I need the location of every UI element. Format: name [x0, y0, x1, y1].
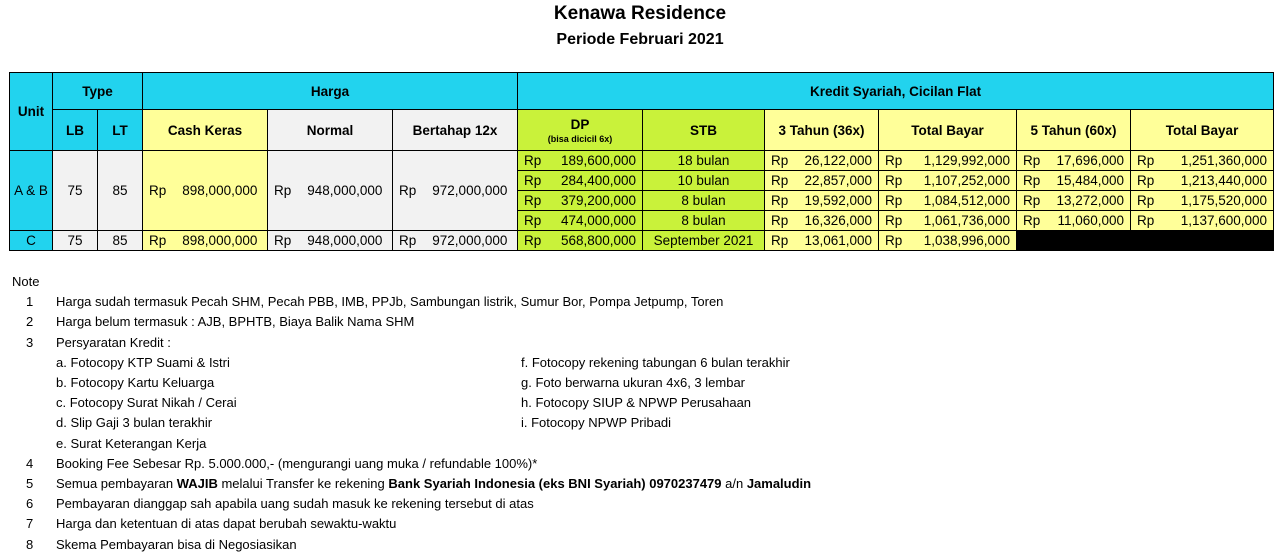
value: 15,484,000 [1056, 173, 1125, 188]
note-text: Harga sudah termasuk Pecah SHM, Pecah PBB, IMB, PPJb, Sambungan listrik, Sumur Bor, Pompa Jetpump, Toren [56, 294, 724, 310]
currency-label: Rp [771, 153, 789, 168]
value: 19,592,000 [804, 193, 873, 208]
unit-ab-normal [268, 151, 393, 231]
header-lb: LB [53, 110, 98, 151]
table-row [10, 231, 1274, 251]
currency-label: Rp [1023, 153, 1041, 168]
header-5-tahun: 5 Tahun (60x) [1017, 110, 1131, 151]
note-number: 4 [26, 455, 34, 471]
c36-cell [765, 211, 879, 231]
value: 898,000,000 [182, 183, 258, 198]
value: 26,122,000 [804, 153, 873, 168]
note-text [56, 474, 811, 494]
requirement-item: h. Fotocopy SIUP & NPWP Perusahaan [521, 395, 752, 411]
currency-label: Rp [885, 233, 903, 248]
value: 11,060,000 [1057, 213, 1125, 228]
currency-label: Rp [149, 233, 167, 248]
stb-cell: 8 bulan [643, 191, 765, 211]
currency-label: Rp [524, 193, 542, 208]
t36-cell [879, 191, 1017, 211]
page-subtitle: Periode Februari 2021 [556, 31, 724, 48]
value: 17,696,000 [1056, 153, 1125, 168]
value: 189,600,000 [560, 153, 637, 168]
t60-cell [1131, 211, 1274, 231]
header-total-bayar-1: Total Bayar [879, 110, 1017, 151]
note-text-wajib: WAJIB [176, 476, 218, 492]
value: 1,251,360,000 [1180, 153, 1268, 168]
note-number: 7 [26, 516, 34, 532]
c60-cell [1017, 171, 1131, 191]
c36-cell [765, 151, 879, 171]
currency-label: Rp [771, 213, 789, 228]
header-normal: Normal [268, 110, 393, 151]
header-total-bayar-2: Total Bayar [1131, 110, 1274, 151]
value: 1,061,736,000 [923, 213, 1011, 228]
note-text-name: Jamaludin [746, 476, 812, 492]
value: 1,129,992,000 [923, 153, 1011, 168]
unit-ab-name: A & B [10, 151, 53, 231]
header-lt: LT [98, 110, 143, 151]
notes-section [12, 272, 811, 555]
value: 1,175,520,000 [1180, 193, 1268, 208]
value: 1,084,512,000 [923, 193, 1011, 208]
unit-c-normal [268, 231, 393, 251]
unit-c-bertahap [393, 231, 518, 251]
note-text: Booking Fee Sebesar Rp. 5.000.000,- (mengurangi uang muka / refundable 100%)* [56, 455, 538, 471]
note-text: Persyaratan Kredit : [56, 334, 171, 350]
t36-cell [879, 211, 1017, 231]
requirement-row [12, 393, 811, 413]
currency-label: Rp [274, 183, 292, 198]
currency-label: Rp [771, 193, 789, 208]
value: 1,137,600,000 [1180, 213, 1268, 228]
notes-label: Note [12, 274, 40, 289]
currency-label: Rp [1137, 213, 1155, 228]
requirement-row [12, 434, 811, 454]
requirement-item: c. Fotocopy Surat Nikah / Cerai [56, 395, 237, 411]
note-text: Harga dan ketentuan di atas dapat berubah sewaktu-waktu [56, 516, 397, 532]
note-number: 2 [26, 314, 34, 330]
unit-c-lb: 75 [53, 231, 98, 251]
t36-cell [879, 231, 1017, 251]
currency-label: Rp [524, 173, 542, 188]
c60-cell [1017, 211, 1131, 231]
currency-label: Rp [771, 173, 789, 188]
c36-cell [765, 231, 879, 251]
unit-c-name: C [10, 231, 53, 251]
t36-cell [879, 171, 1017, 191]
currency-label: Rp [1023, 213, 1041, 228]
note-item [12, 494, 811, 514]
c60-cell [1017, 191, 1131, 211]
note-item [12, 333, 811, 353]
empty-black-cell [1017, 231, 1274, 251]
unit-c-cash [143, 231, 268, 251]
unit-ab-cash [143, 151, 268, 231]
price-table [9, 72, 1274, 251]
note-number: 3 [26, 334, 34, 350]
header-dp-sub: (bisa dicicil 6x) [547, 133, 613, 144]
note-number: 5 [26, 476, 34, 492]
requirement-item: f. Fotocopy rekening tabungan 6 bulan terakhir [521, 354, 790, 370]
note-number: 1 [26, 294, 34, 310]
note-text-part: Semua pembayaran [56, 476, 177, 492]
requirement-item: d. Slip Gaji 3 bulan terakhir [56, 415, 213, 431]
currency-label: Rp [885, 193, 903, 208]
header-dp [518, 110, 643, 151]
currency-label: Rp [885, 213, 903, 228]
note-text-part: a/n [721, 476, 747, 492]
dp-cell [518, 211, 643, 231]
value: 898,000,000 [182, 233, 258, 248]
requirement-row [12, 373, 811, 393]
c36-cell [765, 191, 879, 211]
note-item [12, 454, 811, 474]
note-text: Pembayaran dianggap sah apabila uang sudah masuk ke rekening tersebut di atas [56, 496, 534, 512]
value: 972,000,000 [432, 233, 508, 248]
table-row [10, 151, 1274, 171]
requirement-item: a. Fotocopy KTP Suami & Istri [56, 354, 230, 370]
currency-label: Rp [149, 183, 167, 198]
note-item [12, 312, 811, 332]
note-item [12, 474, 811, 494]
note-text-part: melalui Transfer ke rekening [217, 476, 389, 492]
value: 972,000,000 [432, 183, 508, 198]
header-3-tahun: 3 Tahun (36x) [765, 110, 879, 151]
dp-cell [518, 231, 643, 251]
stb-cell: 8 bulan [643, 211, 765, 231]
header-bertahap: Bertahap 12x [393, 110, 518, 151]
header-type: Type [53, 73, 143, 110]
note-text: Skema Pembayaran bisa di Negosiasikan [56, 536, 297, 552]
currency-label: Rp [1137, 193, 1155, 208]
requirement-row [12, 353, 811, 373]
t60-cell [1131, 171, 1274, 191]
header-stb: STB [643, 110, 765, 151]
requirement-item: e. Surat Keterangan Kerja [56, 435, 207, 451]
header-kredit: Kredit Syariah, Cicilan Flat [518, 73, 1274, 110]
note-text: Harga belum termasuk : AJB, BPHTB, Biaya Balik Nama SHM [56, 314, 415, 330]
t36-cell [879, 151, 1017, 171]
t60-cell [1131, 151, 1274, 171]
value: 379,200,000 [560, 193, 637, 208]
currency-label: Rp [771, 233, 789, 248]
dp-cell [518, 151, 643, 171]
requirement-item: i. Fotocopy NPWP Pribadi [521, 415, 672, 431]
t60-cell [1131, 191, 1274, 211]
header-harga: Harga [143, 73, 518, 110]
value: 568,800,000 [560, 233, 637, 248]
value: 948,000,000 [307, 183, 383, 198]
currency-label: Rp [885, 153, 903, 168]
currency-label: Rp [524, 213, 542, 228]
requirement-item: g. Foto berwarna ukuran 4x6, 3 lembar [521, 375, 746, 391]
unit-ab-lb: 75 [53, 151, 98, 231]
unit-ab-lt: 85 [98, 151, 143, 231]
value: 13,272,000 [1056, 193, 1125, 208]
c60-cell [1017, 151, 1131, 171]
currency-label: Rp [524, 153, 542, 168]
value: 1,107,252,000 [923, 173, 1011, 188]
currency-label: Rp [1023, 193, 1041, 208]
currency-label: Rp [885, 173, 903, 188]
header-dp-label: DP [570, 116, 590, 132]
unit-ab-bertahap [393, 151, 518, 231]
currency-label: Rp [399, 183, 417, 198]
value: 1,038,996,000 [923, 233, 1011, 248]
stb-cell: 10 bulan [643, 171, 765, 191]
currency-label: Rp [1137, 173, 1155, 188]
unit-c-lt: 85 [98, 231, 143, 251]
currency-label: Rp [399, 233, 417, 248]
value: 22,857,000 [804, 173, 873, 188]
note-text-bank: Bank Syariah Indonesia (eks BNI Syariah) 0970237479 [388, 476, 722, 492]
value: 1,213,440,000 [1180, 173, 1268, 188]
dp-cell [518, 191, 643, 211]
currency-label: Rp [524, 233, 542, 248]
currency-label: Rp [1137, 153, 1155, 168]
header-unit: Unit [10, 73, 53, 151]
requirement-row [12, 413, 811, 433]
requirement-item: b. Fotocopy Kartu Keluarga [56, 375, 215, 391]
currency-label: Rp [1023, 173, 1041, 188]
note-item [12, 292, 811, 312]
value: 948,000,000 [307, 233, 383, 248]
note-item [12, 514, 811, 534]
header-cash: Cash Keras [143, 110, 268, 151]
value: 474,000,000 [560, 213, 637, 228]
value: 16,326,000 [804, 213, 873, 228]
value: 13,061,000 [804, 233, 873, 248]
note-number: 6 [26, 496, 34, 512]
note-item [12, 535, 811, 555]
value: 284,400,000 [560, 173, 637, 188]
page-title: Kenawa Residence [553, 3, 727, 24]
dp-cell [518, 171, 643, 191]
stb-cell: September 2021 [643, 231, 765, 251]
stb-cell: 18 bulan [643, 151, 765, 171]
note-number: 8 [26, 536, 34, 552]
currency-label: Rp [274, 233, 292, 248]
c36-cell [765, 171, 879, 191]
